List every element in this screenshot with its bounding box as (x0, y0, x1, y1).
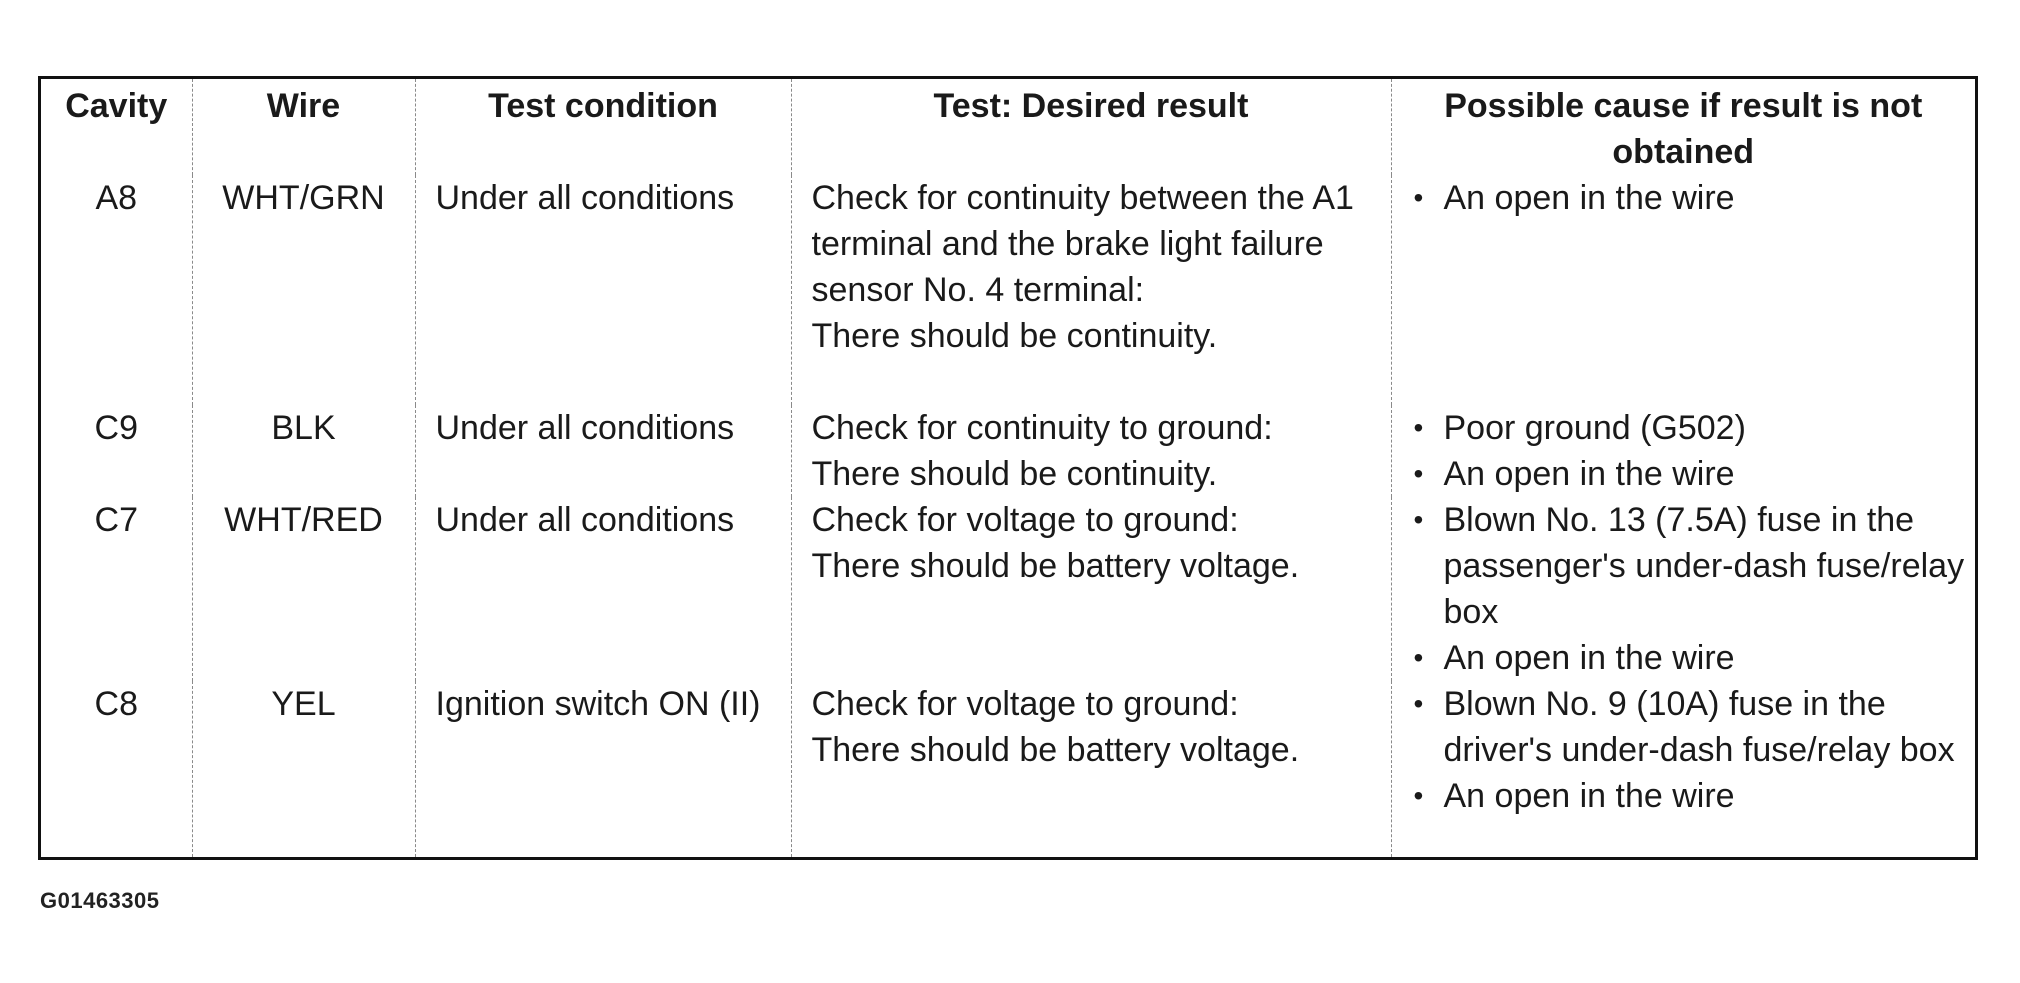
possible-cause-cell (1391, 405, 1975, 497)
figure-id-label: G01463305 (40, 888, 160, 913)
possible-cause-cell (1391, 497, 1975, 681)
header-wire: Wire (192, 79, 415, 175)
test-condition-cell: Under all conditions (415, 405, 791, 497)
cause-list (1410, 405, 1968, 497)
cause-item: • Poor ground (G502) (1410, 405, 1968, 451)
connector-test-table (41, 79, 1975, 857)
cause-item: • An open in the wire (1410, 175, 1968, 221)
desired-result-line: There should be continuity. (811, 455, 1218, 493)
cavity-cell: C9 (94, 409, 138, 447)
test-condition-cell: Under all conditions (415, 175, 791, 405)
desired-result-line: Check for voltage to ground: (811, 501, 1239, 539)
cavity-cell: C8 (94, 685, 138, 723)
diagnostic-table-frame (38, 76, 1978, 860)
cause-item: • Blown No. 13 (7.5A) fuse in the passenger's under-dash fuse/relay box (1410, 497, 1968, 635)
desired-result-line: There should be continuity. (811, 317, 1218, 355)
cavity-cell: C7 (94, 501, 138, 539)
desired-result-line: Check for voltage to ground: (811, 685, 1239, 723)
desired-result-cell (791, 681, 1391, 857)
header-possible-cause: Possible cause if result is not obtained (1391, 79, 1975, 175)
cause-item: • Blown No. 9 (10A) fuse in the driver's under-dash fuse/relay box (1410, 681, 1968, 773)
possible-cause-cell (1391, 175, 1975, 405)
wire-cell: WHT/RED (192, 497, 415, 681)
table-row (41, 175, 1975, 405)
table-header-row (41, 79, 1975, 175)
cause-item: • An open in the wire (1410, 635, 1968, 681)
cause-list (1410, 681, 1968, 819)
cause-list (1410, 497, 1968, 681)
desired-result-cell (791, 405, 1391, 497)
wire-cell: BLK (192, 405, 415, 497)
cause-list (1410, 175, 1968, 221)
header-desired-result: Test: Desired result (791, 79, 1391, 175)
desired-result-cell (791, 175, 1391, 405)
table-row (41, 681, 1975, 857)
desired-result-line: There should be battery voltage. (811, 547, 1300, 585)
cavity-cell: A8 (95, 179, 138, 217)
test-condition-cell: Under all conditions (415, 497, 791, 681)
table-row (41, 497, 1975, 681)
header-cavity: Cavity (65, 87, 168, 125)
cause-item: • An open in the wire (1410, 773, 1968, 819)
table-row (41, 405, 1975, 497)
desired-result-line: There should be battery voltage. (811, 731, 1300, 769)
wire-cell: YEL (192, 681, 415, 857)
possible-cause-cell (1391, 681, 1975, 857)
desired-result-line: Check for continuity between the A1 terminal and the brake light failure sensor No. 4 terminal: (811, 179, 1354, 309)
test-condition-cell: Ignition switch ON (II) (415, 681, 791, 857)
cause-item: • An open in the wire (1410, 451, 1968, 497)
desired-result-cell (791, 497, 1391, 681)
wire-cell: WHT/GRN (192, 175, 415, 405)
header-test-condition: Test condition (415, 79, 791, 175)
desired-result-line: Check for continuity to ground: (811, 409, 1273, 447)
